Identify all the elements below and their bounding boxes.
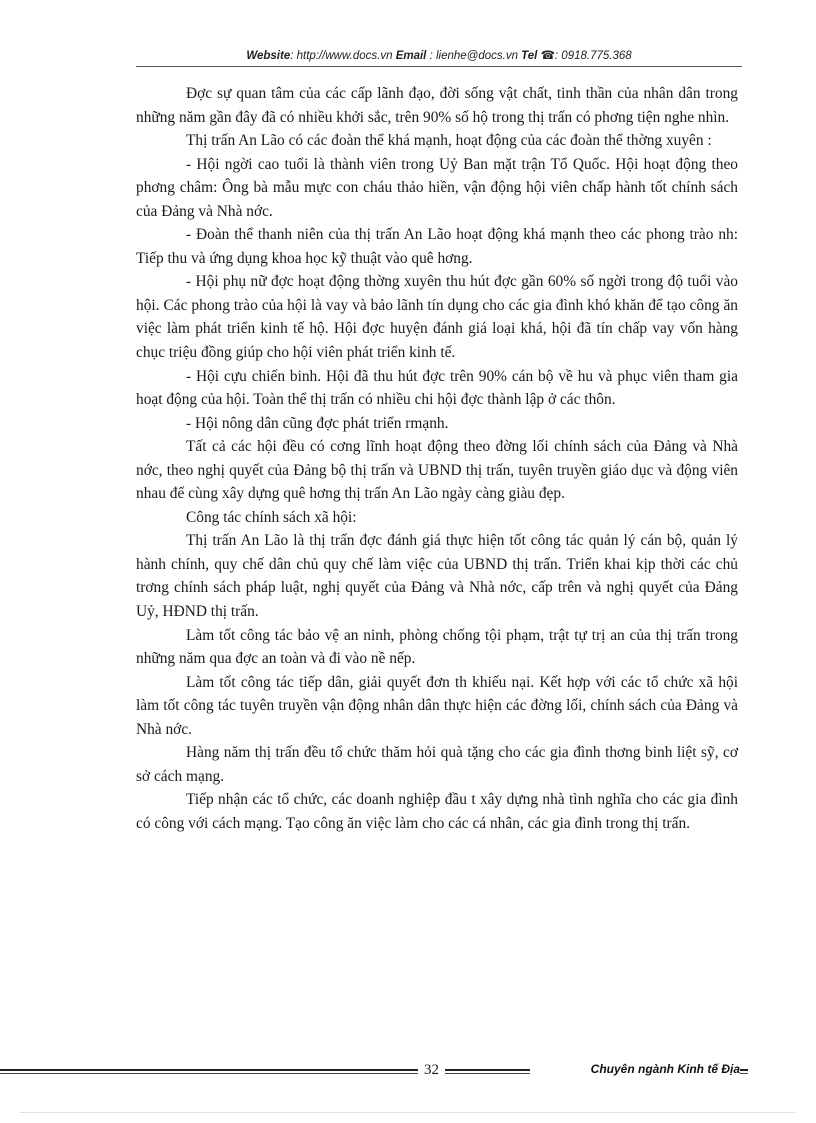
email-value: : lienhe@docs.vn <box>429 50 518 62</box>
paragraph-1: Đợc sự quan tâm của các cấp lãnh đạo, đời sống vật chất, tinh thần của nhân dân trong những năm gần đây đã có nhiều khởi sắc, trên 90% số hộ trong thị trấn có phơng tiện nghe nhìn. <box>136 85 738 126</box>
website-value: : http://www.docs.vn <box>290 50 393 62</box>
paragraph-3: - Hội ngời cao tuổi là thành viên trong Uỷ Ban mặt trận Tổ Quốc. Hội hoạt động theo phơng châm: Ông bà mẫu mực con cháu thảo hiền, vận động hội viên chấp hành tốt chính sách của Đảng và Nhà nớc. <box>136 155 738 220</box>
paragraph-13: Hàng năm thị trấn đều tổ chức thăm hỏi quà tặng cho các gia đình thơng binh liệt sỹ, cơ sở cách mạng. <box>136 744 738 785</box>
paragraph-12: Làm tốt công tác tiếp dân, giải quyết đơn th khiếu nại. Kết hợp với các tổ chức xã hội làm tốt công tác tuyên truyền vận động nhân dân thực hiện các đờng lối, chính sách của Đảng và Nhà nớc. <box>136 673 738 738</box>
website-label: Website <box>246 50 291 62</box>
tel-label: Tel <box>521 50 538 62</box>
paragraph-8: Tất cả các hội đều có cơng lĩnh hoạt động theo đờng lối chính sách của Đảng và Nhà nớc, theo nghị quyết của Đảng bộ thị trấn và UBND thị trấn, tuyên truyền giáo dục và động viên nhau để cùng xây dựng quê hơng thị trấn An Lão ngày càng giàu đẹp. <box>136 438 738 503</box>
email-label: Email <box>395 50 427 62</box>
tel-value: : 0918.775.368 <box>554 50 632 62</box>
paragraph-5: - Hội phụ nữ đợc hoạt động thờng xuyên thu hút đợc gần 60% số ngời trong độ tuổi vào hội. Các phong trào của hội là vay và bảo lãnh tín dụng cho các gia đình khó khăn để tạo công ăn việc làm phát triển kinh tế hộ. Hội đợc huyện đánh giá loại khá, hội đã tín chấp vay vốn hàng chục triệu đồng giúp cho hội viên phát triển kinh tế. <box>136 273 738 362</box>
paragraph-11: Làm tốt công tác bảo vệ an ninh, phòng chống tội phạm, trật tự trị an của thị trấn trong những năm qua đợc an toàn và đi vào nề nếp. <box>136 626 738 668</box>
paragraph-2: Thị trấn An Lão có các đoàn thể khá mạnh, hoạt động của các đoàn thể thờng xuyên : <box>186 132 712 150</box>
paragraph-14: Tiếp nhận các tổ chức, các doanh nghiệp đầu t xây dựng nhà tình nghĩa cho các gia đình có công với cách mạng. Tạo công ăn việc làm cho các cá nhân, các gia đình trong thị trấn. <box>136 791 738 832</box>
paragraph-10: Thị trấn An Lão là thị trấn đợc đánh giá thực hiện tốt công tác quản lý cán bộ, quản lý hành chính, quy chế dân chủ quy chế làm việc của UBND thị trấn. Triển khai kịp thời các chủ trơng chính sách pháp luật, nghị quyết của Đảng và Nhà nớc, cấp trên và nghị quyết của Đảng Uỷ, HĐND thị trấn. <box>136 532 738 621</box>
section-heading: Công tác chính sách xã hội: <box>186 508 357 526</box>
header-divider <box>136 66 742 67</box>
phone-icon: ☎ <box>540 50 555 62</box>
footer-note: Chuyên ngành Kinh tế Địa <box>530 1062 740 1076</box>
paragraph-4: - Đoàn thể thanh niên của thị trấn An Lão hoạt động khá mạnh theo các phong trào nh: Tiếp thu và ứng dụng khoa học kỹ thuật vào quê hơng. <box>136 226 738 267</box>
document-body <box>136 82 738 836</box>
page-header <box>136 48 742 62</box>
paragraph-7: - Hội nông dân cũng đợc phát triển rmạnh. <box>186 414 449 432</box>
paragraph-6: - Hội cựu chiến binh. Hội đã thu hút đợc trên 90% cán bộ về hu và phục viên tham gia hoạt động của hội. Toàn thể thị trấn có nhiều chi hội đợc thành lập ở các thôn. <box>136 367 738 409</box>
bottom-dotted-line <box>20 1112 796 1113</box>
page-number: 32 <box>418 1062 445 1079</box>
